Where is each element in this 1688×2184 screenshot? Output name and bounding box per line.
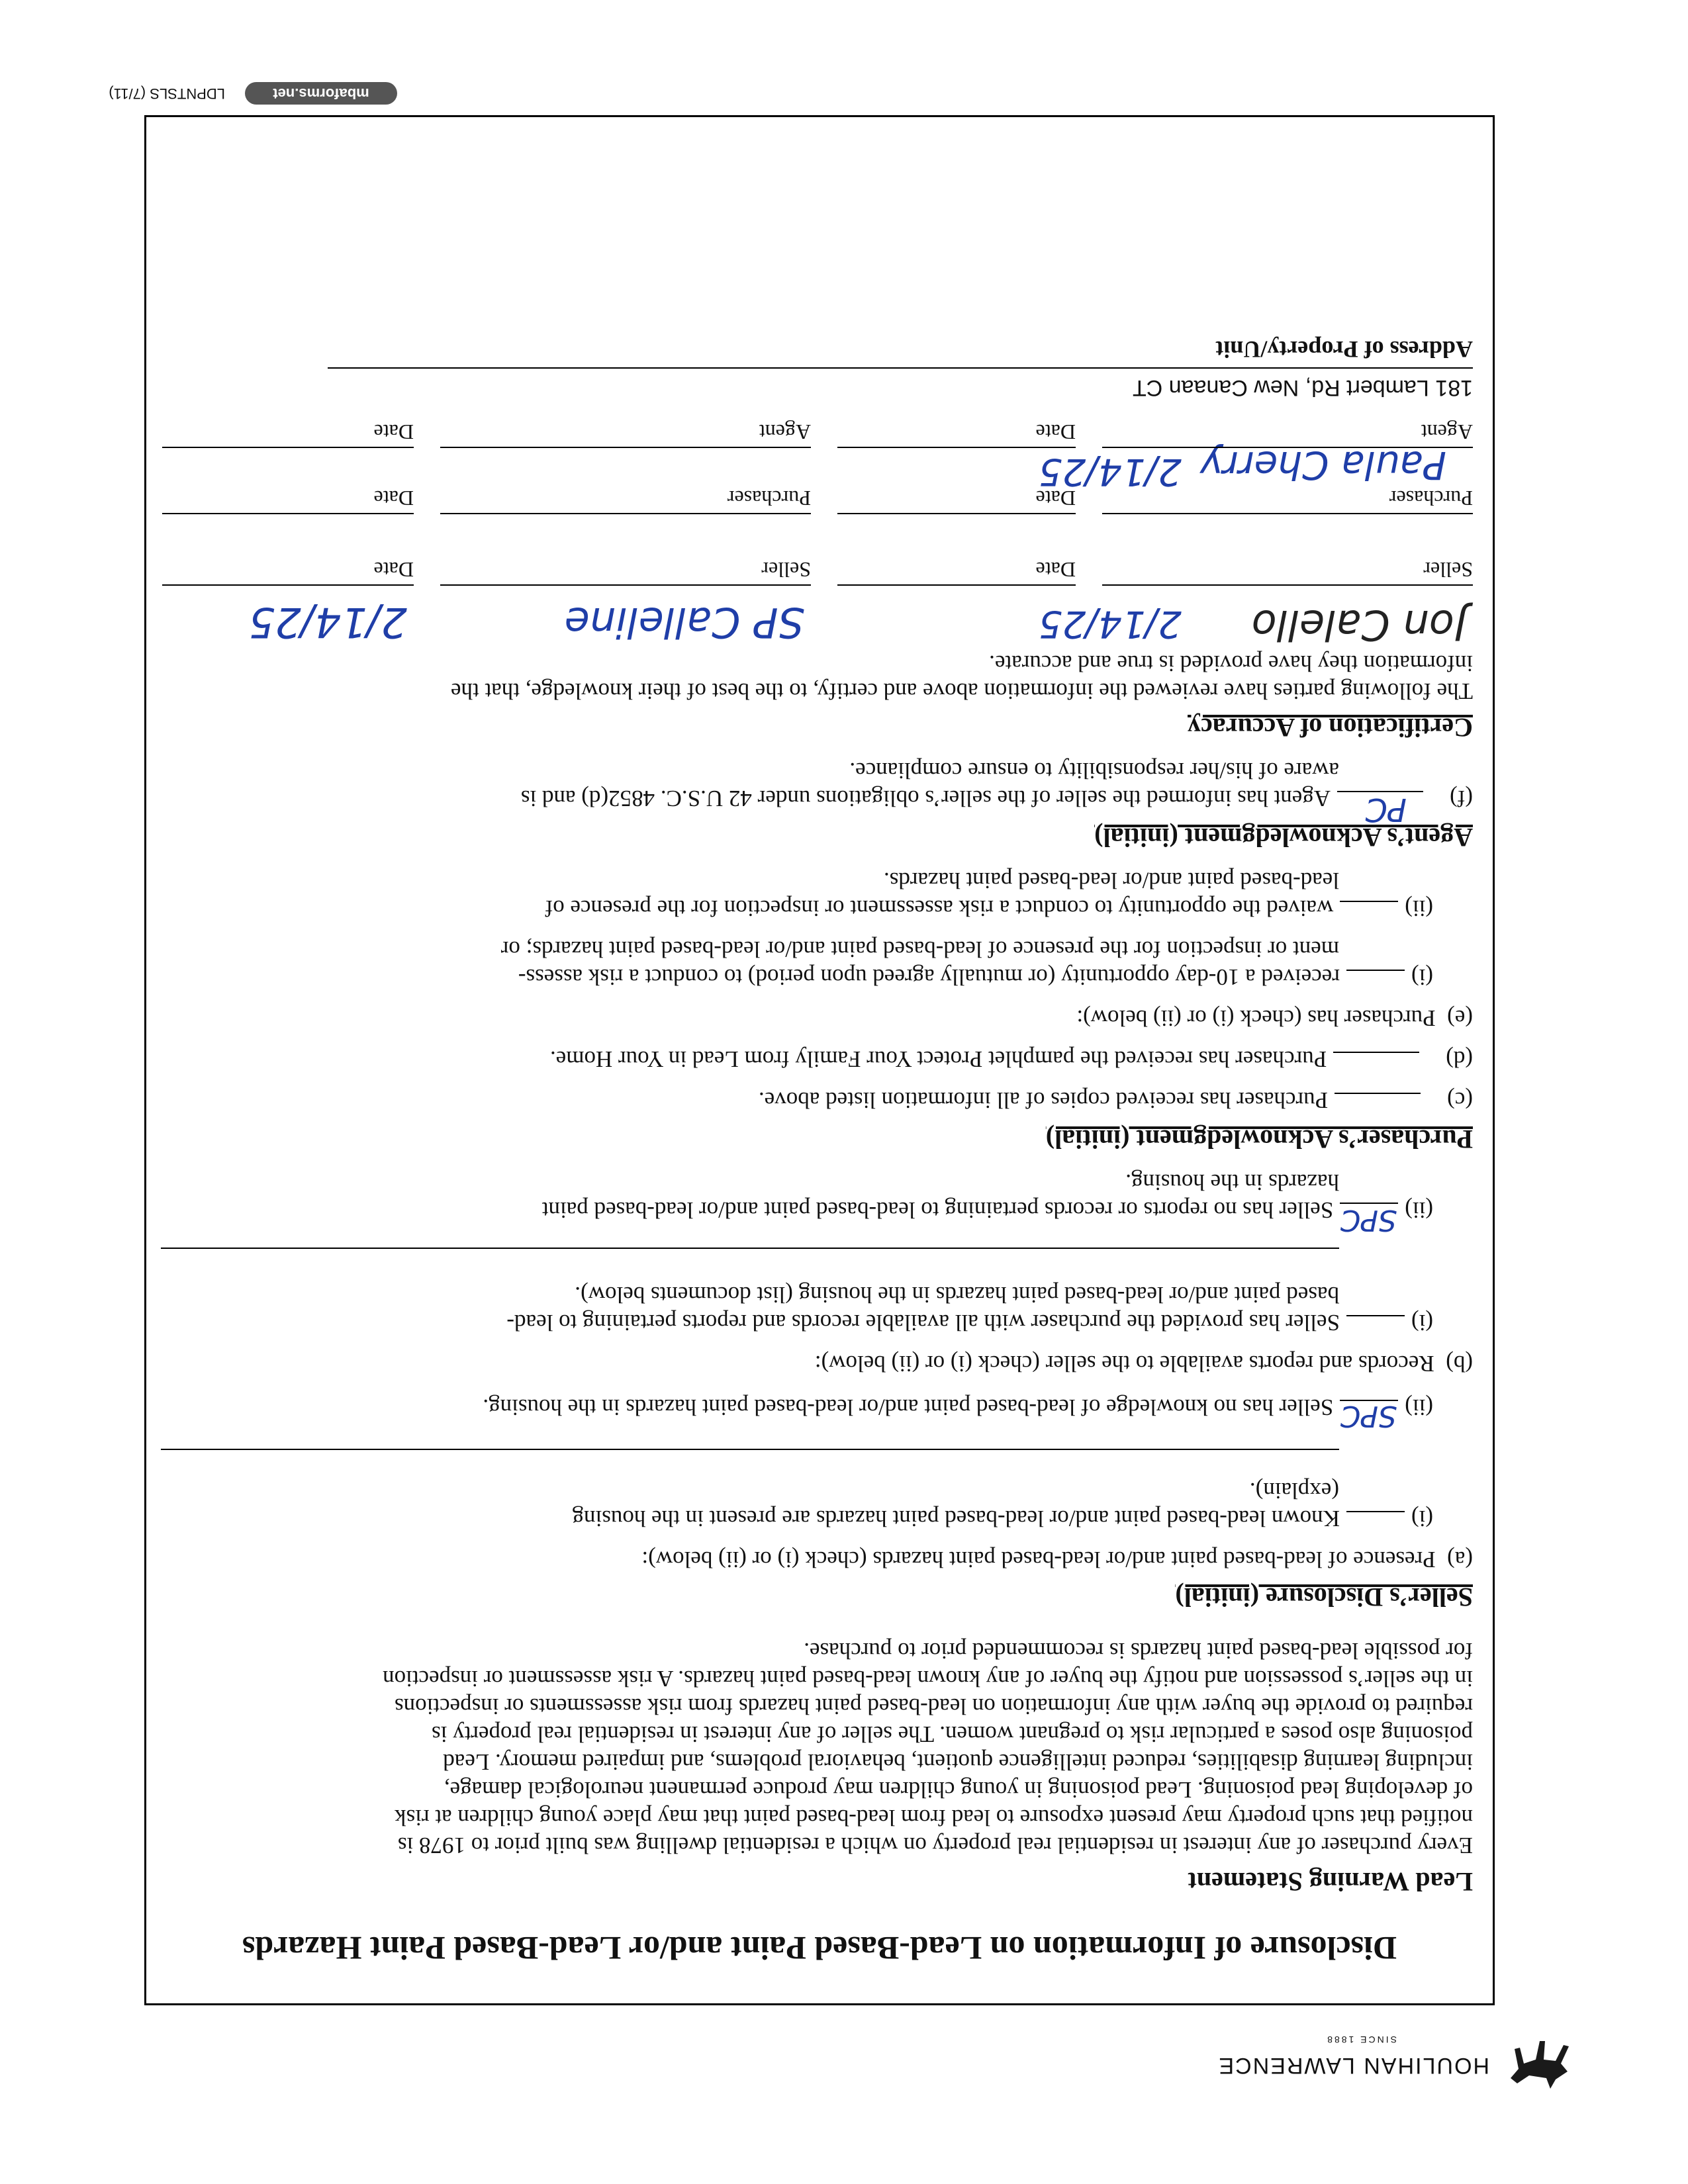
form-frame (144, 115, 1495, 2005)
document-title: Disclosure of Information on Lead-Based Paint and/or Lead-Based Paint Hazards (242, 1930, 1397, 1967)
lead-warning-line: of developing lead poisoning. Lead poisoning in young children may produce permanent neurological damage, (444, 1777, 1473, 1803)
item-b-ii-text-2: hazards in the housing. (1125, 1169, 1339, 1195)
item-b-i-text: Seller has provided the purchaser with all available records and reports pertaining to lead- (506, 1310, 1340, 1336)
lead-warning-heading: Lead Warning Statement (1188, 1867, 1473, 1897)
seller1-signature: Jon Calello (1251, 601, 1466, 649)
seller2-signature: SP Calleline (564, 598, 804, 647)
purchaser2-date-label: Date (373, 486, 414, 510)
agent-initials-f: PC (1365, 791, 1407, 828)
item-f-text-2: aware of his/her responsibility to ensure compliance. (849, 758, 1339, 784)
agent1-date-label: Date (1035, 420, 1076, 444)
seller1-date-label: Date (1035, 558, 1076, 582)
item-d-text: Purchaser has received the pamphlet Protect Your Family from Lead in Your Home. (549, 1046, 1327, 1072)
seller-initials-a-ii: SPC (1340, 1399, 1397, 1433)
item-e-text: Purchaser has (check (i) or (ii) below): (1076, 1005, 1436, 1031)
agent1-signature-line[interactable] (1102, 447, 1473, 448)
initial-blank[interactable] (1340, 901, 1398, 922)
purchaser1-signature-line[interactable] (1102, 513, 1473, 514)
item-a-i-label: (i) (1411, 1506, 1433, 1531)
item-b-label: (b) (1446, 1351, 1473, 1377)
seller-initials-b-ii: SPC (1340, 1203, 1397, 1237)
purchaser1-label: Purchaser (1389, 486, 1473, 510)
seller2-label: Seller (761, 558, 811, 582)
seller1-label: Seller (1423, 558, 1473, 582)
item-e-ii-label: (ii) (1405, 895, 1433, 921)
purchaser1-date-line[interactable] (837, 513, 1076, 514)
item-b (815, 1349, 1473, 1377)
agent2-signature-line[interactable] (440, 447, 811, 448)
purchaser1-date-label: Date (1035, 486, 1076, 510)
certification-text-1: The following parties have reviewed the information above and certify, to the best of their knowledge, that the (450, 678, 1473, 704)
seller2-date: 2/14/25 (248, 598, 407, 647)
agent2-label: Agent (759, 420, 811, 444)
agent1-date: 2/14/25 (1039, 450, 1182, 493)
item-a-ii-label: (ii) (1405, 1394, 1433, 1420)
item-a-i-text: Known lead-based paint and/or lead-based paint hazards are present in the housing (572, 1506, 1340, 1531)
item-e-label: (e) (1447, 1005, 1473, 1031)
seller2-signature-line[interactable] (440, 584, 811, 586)
lead-warning-line: in the seller’s possession and notify the buyer of any known lead-based paint hazards. A risk assessment or inspection (383, 1666, 1473, 1692)
item-b-i (506, 1308, 1433, 1336)
item-e-i (518, 963, 1433, 991)
item-f-label: (f) (1450, 786, 1473, 811)
item-b-i-text-2: based paint and/or lead-based paint hazards in the housing (list documents below). (575, 1282, 1339, 1308)
item-b-i-label: (i) (1411, 1310, 1433, 1336)
item-a-i-text-2: (explain). (1249, 1478, 1339, 1504)
item-d (550, 1045, 1473, 1073)
seller1-date: 2/14/25 (1039, 602, 1182, 645)
item-b-text: Records and reports available to the seller (check (i) or (ii) below): (814, 1351, 1434, 1377)
item-b-ii-label: (ii) (1405, 1197, 1433, 1223)
lead-warning-line: poisoning also poses a particular risk to pregnant women. The seller of any interest in residential real property is (432, 1721, 1473, 1747)
property-address-label: Address of Property/Unit (1215, 336, 1473, 363)
item-c (759, 1086, 1473, 1114)
item-a-label: (a) (1447, 1547, 1473, 1572)
item-c-text: Purchaser has received copies of all information listed above. (759, 1087, 1329, 1113)
item-b-ii-text: Seller has no reports or records pertaining to lead-based paint and/or lead-based paint (541, 1197, 1334, 1223)
item-f-text: Agent has informed the seller of the seller’s obligations under 42 U.S.C. 4852(d) and is (520, 786, 1331, 811)
brand-since: SINCE 1888 (1325, 2034, 1397, 2045)
brand-name: HOULIHAN LAWRENCE (1217, 2053, 1489, 2078)
purchaser2-date-line[interactable] (162, 513, 414, 514)
seller1-date-line[interactable] (837, 584, 1076, 586)
explain-line[interactable] (161, 1449, 1339, 1450)
purchaser2-signature-line[interactable] (440, 513, 811, 514)
certification-text-2: information they have provided is true and accurate. (989, 651, 1473, 676)
item-a-ii-text: Seller has no knowledge of lead-based paint and/or lead-based paint hazards in the housing. (483, 1394, 1334, 1420)
footer-badge: mbaforms.net (245, 82, 397, 105)
initial-blank[interactable] (1346, 970, 1405, 991)
lead-warning-line: required to provide the buyer with any information on lead-based paint hazards from risk assessments or inspections (394, 1694, 1473, 1719)
seller1-signature-line[interactable] (1102, 584, 1473, 586)
purchaser2-label: Purchaser (727, 486, 811, 510)
agent2-date-label: Date (373, 420, 414, 444)
item-e-i-label: (i) (1411, 964, 1433, 990)
seller-disclosure-heading: Seller’s Disclosure (initial) (1175, 1582, 1473, 1612)
logo-block (1217, 1999, 1575, 2098)
item-a-text: Presence of lead-based paint and/or lead-based paint hazards (check (i) or (ii) below): (641, 1547, 1436, 1572)
lead-warning-line: for possible lead-based paint hazards is recommended prior to purchase. (804, 1638, 1473, 1664)
item-e-ii (545, 894, 1433, 922)
horse-logo-icon (1503, 2025, 1575, 2098)
item-f (521, 784, 1473, 812)
footer-form-code: LDPNTSLS (7/11) (109, 85, 225, 102)
lead-warning-line: notified that such property may present exposure to lead from lead-based paint that may place young children at risk (395, 1805, 1473, 1831)
agent1-signature: Paula Cherry (1199, 443, 1446, 488)
documents-list-line[interactable] (161, 1248, 1339, 1249)
item-a (641, 1545, 1473, 1573)
purchaser-ack-heading: Purchaser’s Acknowledgment (initial) (1045, 1124, 1473, 1154)
agent1-label: Agent (1421, 420, 1473, 444)
seller2-date-line[interactable] (162, 584, 414, 586)
item-d-label: (d) (1446, 1046, 1473, 1072)
item-a-ii (483, 1393, 1433, 1421)
agent2-date-line[interactable] (162, 447, 414, 448)
item-a-i (572, 1504, 1433, 1532)
item-e-i-text: received a 10-day opportunity (or mutually agreed upon period) to conduct a risk assess- (518, 964, 1340, 990)
item-e-ii-text: waived the opportunity to conduct a risk assessment or inspection for the presence of (545, 895, 1334, 921)
property-address-value: 181 Lambert Rd, New Canaan CT (1132, 375, 1473, 400)
item-b-ii (542, 1196, 1433, 1224)
item-e-ii-text-2: lead-based paint and/or lead-based paint hazards. (883, 868, 1339, 893)
initial-blank[interactable] (1346, 1315, 1405, 1336)
initial-blank[interactable] (1335, 1093, 1421, 1114)
agent1-date-line[interactable] (837, 447, 1076, 448)
agent-ack-heading: Agent’s Acknowledgment (initial) (1094, 823, 1473, 852)
initial-blank[interactable] (1333, 1052, 1419, 1073)
item-c-label: (c) (1447, 1087, 1473, 1113)
item-e-i-text-2: ment or inspection for the presence of lead-based paint and/or lead-based paint hazards; or (500, 936, 1339, 962)
item-e (1076, 1004, 1473, 1032)
lead-warning-line: including learning disabilities, reduced intelligence quotient, behavioral problems, and impaired memory. Lead (443, 1749, 1473, 1775)
initial-blank[interactable] (1346, 1511, 1405, 1532)
certification-heading: Certification of Accuracy (1188, 713, 1473, 743)
property-address-line[interactable] (328, 367, 1473, 369)
lead-warning-line: Every purchaser of any interest in residential real property on which a residential dwelling was built prior to 1978 is (397, 1833, 1473, 1858)
seller2-date-label: Date (373, 558, 414, 582)
